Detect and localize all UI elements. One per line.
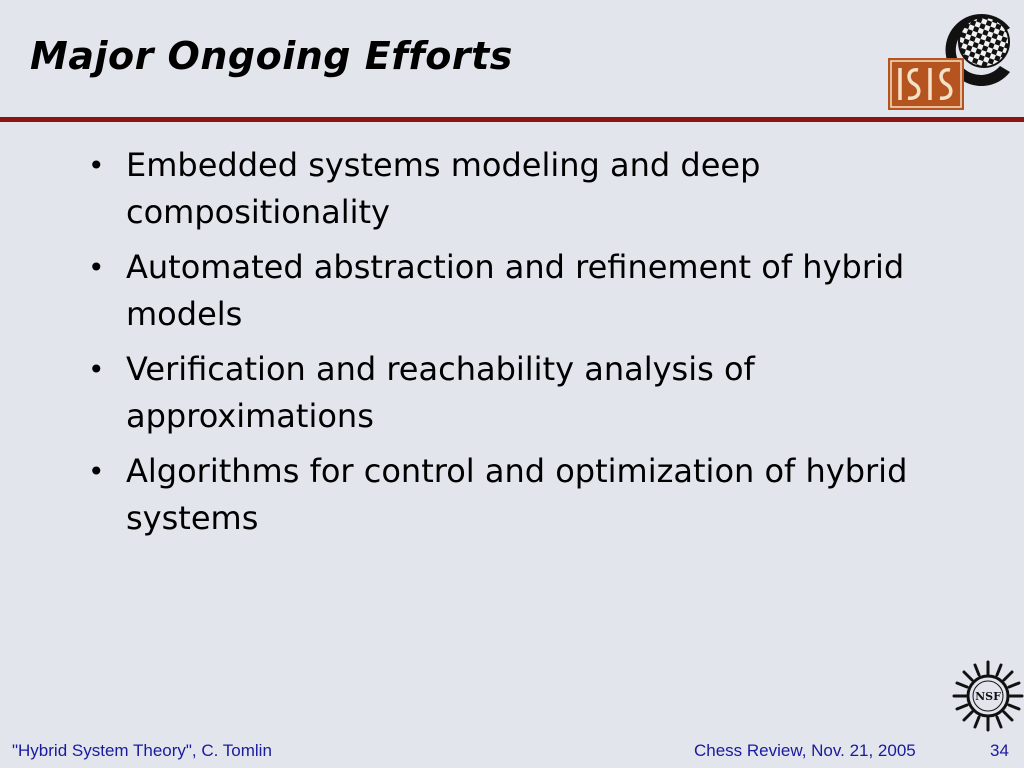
bullet-text: Algorithms for control and optimization of hybrid systems bbox=[126, 452, 908, 537]
nsf-logo-icon bbox=[952, 660, 1024, 732]
bullet-icon: • bbox=[88, 353, 105, 386]
page-number: 34 bbox=[990, 741, 1009, 760]
bullet-list bbox=[86, 142, 966, 550]
footer-event: Chess Review, Nov. 21, 2005 bbox=[694, 741, 916, 760]
bullet-icon: • bbox=[88, 251, 105, 284]
bullet-text: Embedded systems modeling and deep compositionality bbox=[126, 146, 761, 231]
slide-title: Major Ongoing Efforts bbox=[30, 34, 513, 78]
bullet-text: Verification and reachability analysis of approximations bbox=[126, 350, 755, 435]
bullet-text: Automated abstraction and refinement of hybrid models bbox=[126, 248, 905, 333]
bullet-icon: • bbox=[88, 455, 105, 488]
footer-presentation-title: "Hybrid System Theory", C. Tomlin bbox=[12, 741, 272, 760]
bullet-icon: • bbox=[88, 149, 105, 182]
bullet-item bbox=[86, 346, 966, 440]
nsf-logo-text: NSF bbox=[975, 690, 1001, 703]
bullet-item bbox=[86, 448, 966, 542]
bullet-item bbox=[86, 142, 966, 236]
title-divider bbox=[0, 117, 1024, 122]
isis-logo-icon bbox=[888, 58, 964, 110]
bullet-item bbox=[86, 244, 966, 338]
